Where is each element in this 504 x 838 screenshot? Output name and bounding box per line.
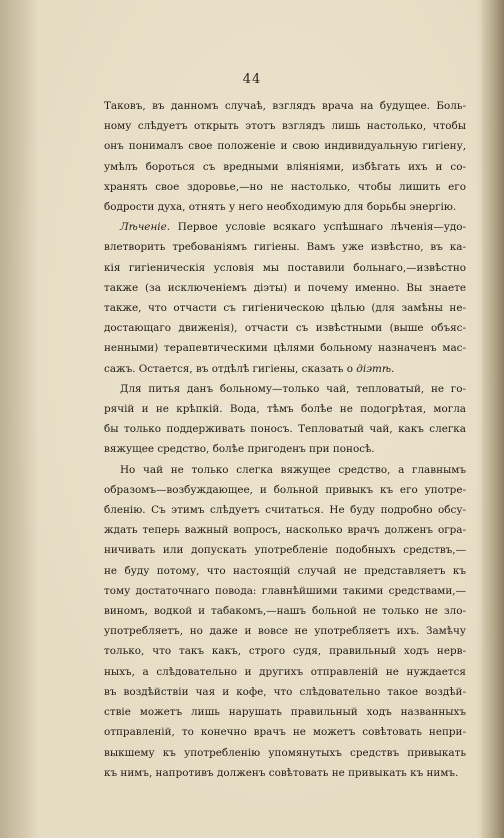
text-line: достающаго движенія), отчасти съ извѣстными (выше объяс-: [104, 322, 466, 335]
text-line: сажъ. Остается, въ отдѣлѣ гигіены, сказать о діэтѣ.: [104, 362, 395, 375]
text-line: виномъ, водкой и табакомъ,—нашъ больной не только не зло-: [104, 605, 466, 618]
text-line: Таковъ, въ данномъ случаѣ, взглядъ врача на будущее. Боль-: [104, 100, 466, 112]
text-line: отправленій, то конечно врачъ не можетъ совѣтовать непри-: [104, 726, 466, 739]
section-heading: Лѣченіе.: [120, 221, 171, 234]
text-line: онъ понималъ свое положеніе и свою индивидуальную гигіену,: [104, 140, 466, 153]
text-line: въ воздѣйствіи чая и кофе, что слѣдовательно такое воздѣй-: [104, 685, 466, 698]
text-line: ствіе можетъ лишь нарушать правильный ходъ названныхъ: [104, 706, 466, 719]
text-line: Но чай не только слегка вяжущее средство, а главнымъ: [120, 463, 466, 476]
text-line: Лѣченіе. Первое условіе всякаго успѣшнаго лѣченія—удо-: [120, 221, 466, 234]
text-line: также, что отчасти съ гигіеническою цѣлью (для замѣны не-: [104, 302, 466, 315]
text-line: ничивать или допускать употребленіе подобныхъ средствъ,—: [104, 544, 466, 557]
text-line: кія гигіеническія условія мы поставили больнаго,—извѣстно: [104, 261, 466, 274]
text-line: къ нимъ, напротивъ долженъ совѣтовать не привыкать къ нимъ.: [104, 766, 459, 779]
text-line: влетворить требованіямъ гигіены. Вамъ уже извѣстно, въ ка-: [104, 241, 466, 254]
body-text: [104, 96, 466, 783]
text-line: употребляетъ, но даже и вовсе не употребляетъ ихъ. Замѣчу: [104, 625, 466, 638]
text-line: бодрости духа, отнять у него необходимую для борьбы энергію.: [104, 201, 457, 214]
text-line: ныхъ, а слѣдовательно и другихъ отправленій не нуждается: [104, 665, 466, 678]
text-line: бы только поддерживать поносъ. Тепловатый чай, какъ слегка: [104, 423, 466, 436]
page-number: 44: [242, 72, 262, 87]
text-line: выкшему къ употребленію упомянутыхъ средствъ привыкать: [104, 746, 466, 759]
text-line: ненными) терапевтическими цѣлями больному назначенъ мас-: [104, 342, 466, 355]
text-line: Для питья данъ больному—только чай, тепловатый, не го-: [120, 382, 466, 395]
text-line: не буду потому, что настоящій случай не представляетъ къ: [104, 564, 466, 577]
text-line: рячій и не крѣпкій. Вода, тѣмъ болѣе не подогрѣтая, могла: [104, 403, 466, 416]
text-line: умѣлъ бороться съ вредными вліяніями, избѣгать ихъ и со-: [104, 160, 466, 173]
text-line: образомъ—возбуждающее, и больной привыкъ къ его употре-: [104, 483, 466, 496]
page-edge: [482, 0, 504, 838]
text-line: также (за исключеніемъ діэты) и почему именно. Вы знаете: [104, 281, 466, 294]
text-line: вяжущее средство, болѣе пригоденъ при поносѣ.: [104, 443, 375, 456]
text-line: только, что такъ какъ, строго судя, правильный ходъ нерв-: [104, 645, 466, 658]
text-line: хранять свое здоровье,—но не настолько, чтобы лишить его: [104, 180, 466, 193]
text-line: ному слѣдуетъ открыть этотъ взглядъ лишь настолько, чтобы: [104, 120, 466, 133]
page-binding-shadow: [0, 0, 38, 838]
text-line: ждать теперь важный вопросъ, насколько врачъ долженъ огра-: [104, 524, 466, 537]
text-line: бленію. Съ этимъ слѣдуетъ считаться. Не буду подробно обсу-: [104, 504, 466, 517]
emphasized-word: діэтѣ.: [356, 362, 395, 375]
text-line: тому достаточнаго повода: главнѣйшими такими средствами,—: [104, 584, 466, 597]
